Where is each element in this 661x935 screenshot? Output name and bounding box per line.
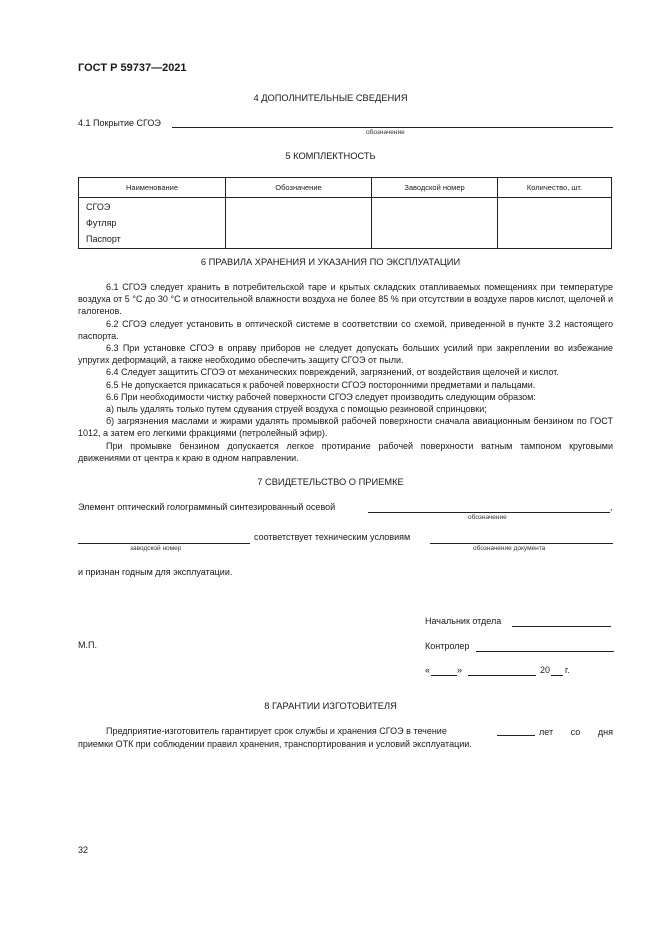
paragraph-6-6: 6.6 При необходимости чистку рабочей поверхности СГОЭ следует производить следующим образом: <box>106 391 536 402</box>
items-cell <box>79 198 226 249</box>
element-label: Элемент оптический голограммный синтезированный осевой <box>78 502 336 512</box>
paragraph-6-6-a: а) пыль удалять только путем сдувания струей воздуха с помощью резиновой спринцовки; <box>106 404 487 415</box>
date-month-line <box>468 675 536 676</box>
paragraph-6-1: 6.1 СГОЭ следует хранить в потребительской таре и крытых складских отапливаемых помещениях при температуре воздуха от 5 °С до 30 °С и относительной влажности воздуха не более 85 % при отсутствии в воздухе паров кислот, щелочей и галогенов. <box>78 282 613 317</box>
col-quantity: Количество, шт. <box>498 178 612 198</box>
date-year-line <box>551 675 563 676</box>
date-year-suffix: г. <box>565 665 570 675</box>
paragraph-6-5: 6.5 Не допускается прикасаться к рабочей поверхности СГОЭ посторонними предметами и пальцами. <box>106 379 536 390</box>
col-designation: Обозначение <box>226 178 372 198</box>
document-line <box>430 543 613 544</box>
section-5-title: 5 КОМПЛЕКТНОСТЬ <box>285 151 376 161</box>
designation-cell <box>226 198 372 249</box>
accepted-text: и признан годным для эксплуатации. <box>78 567 233 577</box>
section-7-title: 7 СВИДЕТЕЛЬСТВО О ПРИЕМКЕ <box>257 477 404 487</box>
warranty-text-1: Предприятие-изготовитель гарантирует срок службы и хранения СГОЭ в течение <box>106 726 447 736</box>
item-sgoe: СГОЭ <box>86 202 111 212</box>
section-6-body <box>78 281 613 464</box>
document-header: ГОСТ Р 59737—2021 <box>78 62 187 74</box>
col-serial: Заводской номер <box>372 178 498 198</box>
date-quote-close: » <box>457 665 463 675</box>
warranty-text-2: лет со дня приемки ОТК при соблюдении правил хранения, транспортирования и условий эксплуатации. <box>78 727 613 750</box>
coating-label: 4.1 Покрытие СГОЭ <box>78 118 161 128</box>
section-6-title: 6 ПРАВИЛА ХРАНЕНИЯ И УКАЗАНИЯ ПО ЭКСПЛУАТАЦИИ <box>200 257 461 267</box>
controller-line <box>476 651 614 652</box>
conforms-text: соответствует техническим условиям <box>254 532 411 542</box>
serial-line <box>78 543 250 544</box>
paragraph-6-4: 6.4 Следует защитить СГОЭ от механических повреждений, загрязнений, от воздействия щелочей и кислот. <box>106 367 559 378</box>
serial-caption: заводской номер <box>130 545 182 552</box>
paragraph-6-2: 6.2 СГОЭ следует установить в оптической системе в соответствии со схемой, приведенной в пункте 3.2 настоящего паспорта. <box>78 318 613 341</box>
table-header-row <box>79 178 612 198</box>
designation-caption: обозначение <box>468 514 507 521</box>
paragraph-6-6-b: б) загрязнения маслами и жирами удалять промывкой рабочей поверхности сначала авиационным бензином по ГОСТ 1012, а затем его легкими фракциями (петролейный эфир). <box>78 416 613 439</box>
designation-line <box>368 512 610 513</box>
date-day-line <box>431 675 457 676</box>
department-head-line <box>512 626 611 627</box>
serial-cell <box>372 198 498 249</box>
paragraph-6-3: 6.3 При установке СГОЭ в оправу приборов не следует допускать больших усилий при закреплении во избежание упругих деформаций, а также необходимо обеспечить защиту СГОЭ от пыли. <box>78 343 613 366</box>
item-passport: Паспорт <box>86 234 121 244</box>
coating-caption: обозначение <box>366 129 405 136</box>
section-8-title: 8 ГАРАНТИИ ИЗГОТОВИТЕЛЯ <box>264 701 397 711</box>
paragraph-gasoline-note: При промывке бензином допускается легкое протирание рабочей поверхности ватным тампоном круговыми движениями от центра к краю в одном направлении. <box>78 440 613 463</box>
page-number: 32 <box>78 845 89 855</box>
section-4-title: 4 ДОПОЛНИТЕЛЬНЫЕ СВЕДЕНИЯ <box>253 93 408 103</box>
table-row <box>79 198 612 249</box>
document-caption: обозначение документа <box>473 545 546 552</box>
quantity-cell <box>498 198 612 249</box>
item-case: Футляр <box>86 218 117 228</box>
date-year-prefix: 20 <box>540 665 551 675</box>
department-head-label: Начальник отдела <box>425 616 502 626</box>
stamp-place-label: М.П. <box>78 640 97 650</box>
element-comma: , <box>610 502 613 512</box>
date-quote-open: « <box>425 665 431 675</box>
col-name: Наименование <box>79 178 226 198</box>
controller-label: Контролер <box>425 641 470 651</box>
completeness-table <box>78 177 612 249</box>
coating-line <box>172 127 613 128</box>
